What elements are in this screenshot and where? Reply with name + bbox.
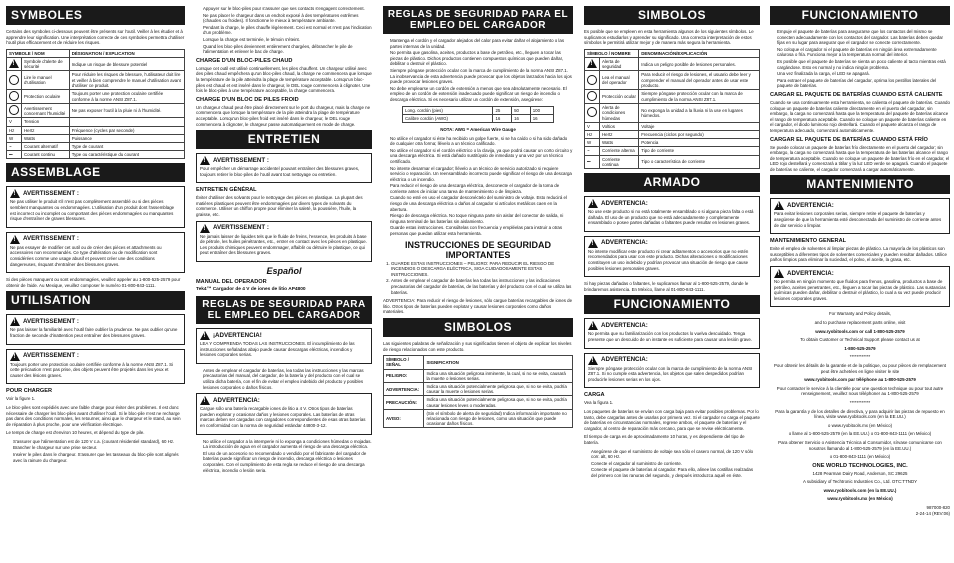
eye-protection-icon bbox=[587, 91, 597, 101]
table-row: ~ Courant alternatif Type de courant bbox=[7, 143, 185, 151]
section-header-simbolos: SIMBOLOS bbox=[383, 318, 573, 337]
symbol-table-es: SÍMBOLO / NOMBRE DENOMINACIÓN/EXPLICACIÓN ! Alerta de seguridad Indica un peligro posible de lesiones personales. Lea el manual del operador Para reducir el riesgo de lesiones, el usuario debe leer y comprender el manual del operador antes de usar este producto. Protección ocular Siempre póngase protección ocular con la marca de cumplimiento de la norma ANSI Z87.1. Alerta de condiciones húmedas No exponga la unidad a la lluvia ni la use en lugares húmedos. V Voltios Voltaje Hz Hertz Frecuencia (ciclos por segundo) W Watts Potencia ~ Corriente alterna Tipo de corriente ⎓ Corriente continua Tipo o característica de corriente bbox=[584, 49, 760, 169]
warning-box: ! ADVERTENCIA: No use este producto si no está totalmente ensamblado o si alguna pieza falta o está dañada. El uso de un producto que no está adecuadamente y completamente ensamblado o posee partes dañadas o faltantes puede resultar en lesiones graves. bbox=[584, 196, 760, 232]
table-row: Protection oculaire Toujours porter une protection oculaire certifiée conforme à la norme ANSI Z87.1. bbox=[7, 90, 185, 104]
table-row: ADVERTENCIA: Indica una situación potencialmente peligrosa que, si no se evita, podría causar la muerte o lesiones serias. bbox=[384, 382, 573, 395]
direct-current-icon: ⎓ bbox=[587, 159, 591, 165]
warning-box: ! AVERTISSEMENT : Ne pas utiliser le produit s'il n'est pas complètement assemblé ou si des pièces semblent manquantes ou endommagées. L'utilisation d'un produit dont l'assemblage est incorrect ou incomplet ou comportant des pièces endommagées ou manquantes risque d'entraîner de graves blessures. bbox=[6, 186, 185, 227]
warning-box: ! AVERTISSEMENT : Pour empêcher un démarrage accidentel pouvant entraîner des blessures graves, toujours retirer le bloc-piles de l'outil avant tout nettoyage ou entretien. bbox=[196, 153, 372, 183]
table-row: Alerta de condiciones húmedas No exponga la unidad a la lluvia ni la use en lugares húmedos. bbox=[585, 104, 760, 123]
company-name: ONE WORLD TECHNOLOGIES, INC. bbox=[812, 462, 908, 469]
warning-box: ! ADVERTENCIA: Para evitar lesiones corporales serias, siempre retire el paquete de baterías y asegúrese de que la herramienta esté desconectada del suministro de corriente antes de dar servicio o limpiar. bbox=[770, 198, 950, 234]
warning-icon bbox=[588, 356, 598, 365]
column-reglas-es: REGLAS DE SEGURIDAD PARA EL EMPLEO DEL CARGADOR • Mantenga el cordón y el cargador alejados del calor para evitar dañar el alojamiento o las partes internas de la unidad. • No permita que gasolina, aceites, productos a base de petróleo, etc., lleguen a tocar las piezas de plástico. Dichos productos contienen compuestos químicos que pueden dañar, debilitar o destruir el plástico. • Siempre póngase protección ocular con la marca de cumplimiento de la norma ANSI Z87.1. La inobservancia de esta advertencia puede provocar que los objetos lanzados hacia los ojos puede provocar lesiones graves. • No debe emplearse un cordón de extensión a menos que sea absolutamente necesario. El empleo de un cordón de extensión inadecuado puede significar un riesgo de incendio o descarga eléctrica. Si es necesario utilizar un cordón de extensión, asegúrese: Long. cordón (pies) 25 50 100 Calibre cordón (AWG) 16 16 16 NOTA: AWG = American Wire Gauge • No utilice el cargador si éste ha recibido un golpe fuerte, si se ha caído o si ha sido dañado de cualquier otra forma; llévelo a un técnico calificado. • No utilice el cargador si el cordón eléctrico o la clavija, ya que podrá causar un corto circuito y una descarga eléctrica. Si está dañado sustitúyalo de inmediato y una vez por un técnico certificado. • No intente desarmar el cargador; llévelo a un técnico de servicio autorizado si requiere servicio o reparación. Un reensamblado incorrecto puede significar el riesgo de una descarga eléctrica o un incendio. • Para reducir el riesgo de una descarga eléctrica, desconecte el cargador de la toma de corriente antes de iniciar una tarea de mantenimiento o de limpieza. • Cuando no esté en uso el cargador desconéctelo del suministro de voltaje. Esto reducirá el riesgo de una descarga eléctrica o daños al cargador si artículos metálicos caen en la abertura. • Riesgo de descarga eléctrica. No toque ninguna parte sin aislar del conector de salida, ni ninguna terminal de las baterías sin aislamiento. • Guarde estas instrucciones. Consúltelas con frecuencia y empléelas para instruir a otras personas que puedan utilizar esta herramienta. INSTRUCCIONES DE SEGURIDAD IMPORTANTES 1. GUARDE ESTAS INSTRUCCIONES – PELIGRO: PARA REDUCIR EL RIESGO DE INCENDIOS O DESCARGA ELÉCTRICA, SIGA CUIDADOSAMENTE ESTAS INSTRUCCIONES. 2. Antes de emplear el cargador de baterías lea todas las instrucciones y las indicaciones precautorias del cargador de baterías, de las baterías y del producto con el cual se utiliza las baterías. ADVERTENCIA: Para reducir el riesgo de lesiones, sólo cargue baterías recargables de iones de litio. Otros tipos de baterías pueden explotar y causar lesiones corporales como daños materiales. SIMBOLOS Las siguientes palabras de señalización y sus significados tienen el objeto de explicar los niveles de riesgo relacionados con este producto. SÍMBOLO / SEÑAL SIGNIFICATION PELIGRO: Indica una situación peligrosa inminente, la cual, si no se evita, causará la muerte o lesiones serias. ADVERTENCIA: Indica una situación potencialmente peligrosa que, si no se evita, podría causar la muerte o lesiones serias. PRECAUCIÓN: Indica una situación potencialmente peligrosa que, si no se evita, podría causar lesiones leves o moderadas. AVISO: (Sin el símbolo de alerta de seguridad) Indica información importante no relacionada con riesgo de lesiones, como una situación que puede ocasionar daños físicos. bbox=[383, 6, 573, 559]
section-header-armado: ARMADO bbox=[584, 173, 760, 192]
warning-box: ! AVERTISSEMENT : Ne jamais laisser de liquides tels que le fluide de freins, l'essence, les produits à base de pétrole, les huiles pénétrantes, etc., entrer en contact avec les pièces en plastique. Les produits chimiques peuvent endommager, affaiblir ou détruire le plastique, ce qui peut entraîner des blessures graves. bbox=[196, 221, 372, 262]
warning-icon bbox=[588, 199, 598, 208]
table-row: Lea el manual del operador Para reducir el riesgo de lesiones, el usuario debe leer y comprender el manual del operador antes de usar este producto. bbox=[585, 71, 760, 90]
column-symboles-fr: SYMBOLES Certains des symboles ci-dessous peuvent être présents sur l'outil. Veiller à les étudier et à apprendre leur signification. Une interprétation correcte de ces symboles permettra d'utiliser l'outil plus efficacement et de réduire les risques. SYMBOLE / NOM DÉSIGNATION / EXPLICATION ! Symbole d'alerte de sécurité Indique un risque de blessure potentiel Lire le manuel d'utilisation Pour réduire les risques de blessure, l'utilisateur doit lire et veiller à bien comprendre le manuel d'utilisation avant d'utiliser ce produit. Protection oculaire Toujours porter une protection oculaire certifiée conforme à la norme ANSI Z87.1. Avertissement concernant l'humidité Ne pas exposer l'outil à la pluie ni à l'humidité. V Tension Hz Hertz Fréquence (cycles par seconde) W Watts Puissance ~ Courant alternatif Type de courant ⎓ Courant continu Type ou caractéristique du courant ASSEMBLAGE ! AVERTISSEMENT : Ne pas utiliser le produit s'il n'est pas complètement assemblé ou si des pièces semblent manquantes ou endommagées. L'utilisation d'un produit dont l'assemblage est incorrect ou incomplet ou comportant des pièces endommagées ou manquantes risque d'entraîner de graves blessures. ! AVERTISSEMENT : Ne pas essayer de modifier cet outil ou de créer des pièces et attachments ou accessoires non recommandés. Ce type d'altération ou de modification sont considérées comme une usage abusif et peuvent créer une des conditions dangereuses, risquant d'entraîner des blessures graves. Si des pièces manquent ou sont endommagées, veuillez appeler au 1-800-525-2579 pour obtenir de l'aide. Au Mexique, veuillez composer le numéro 01-800-843-1111. UTILISATION ! AVERTISSEMENT : Ne pas laisser la familiarité avec l'outil faire oublier la prudence. Ne pas oublier qu'une fraction de seconde d'inattention peut entraîner des blessures graves. ! AVERTISSEMENT : Toujours porter une protection oculaire certifiée conforme à la norme ANSI Z87.1. Si cette précaution n'est pas prise, des objets peuvent être projetés dans les yeux et causer des lésions graves. POUR CHARGER Voir la figure 1. Le bloc-piles sont expédiés avec une faible charge pour éviter des problèmes. Il est donc nécessaire de charger les bloc-piles avant d'utiliser l'outil. Si le bloc-pile n'est ne recharge pas dans des conditions normales, les retourner, ainsi que le chargeur et le stand, au sein de réparation à plus proche, pour une vérification électrique. Le temps de charge est d'environ 10 heures, et dépend du type de pile. • S'assurer que l'alimentation est de 120 V c.a. (courant résidentiel standard), 60 Hz. • Brancher le chargeur sur une prise secteur. • Insérer le piles dans le chargeur. S'assurer que les tasseaux du bloc-pile sont alignés avec la rainure du chargeur. bbox=[6, 6, 185, 559]
warning-icon bbox=[10, 235, 20, 244]
table-row: ⎓ Corriente continua Tipo o característica de corriente bbox=[585, 155, 760, 168]
warning-icon bbox=[10, 352, 20, 361]
table-row: V Tension bbox=[7, 118, 185, 126]
table-row: Protección ocular Siempre póngase protección ocular con la marca de cumplimiento de la norma ANSI Z87.1. bbox=[585, 90, 760, 104]
warning-icon bbox=[200, 156, 210, 165]
column-funcionamiento-es: FUNCIONAMIENTO • Empuje el paquete de baterías para asegurarse que los contactos del mismo se conecten adecuadamente con los contactos del cargador. Las baterías deben quedar fijas en su lugar para asegurar que el cargador se conecte correctamente. • No coloque el cargador ni el paquete de baterías en ningún área extremadamente calurosa o fría. Funciona mejor a la temperatura normal del interior. • Es posible que el paquete de baterías se sienta un poco caliente al tacto mientras está cargándose. Esto es normal y no indica ningún problema. • Una vez finalizada la carga, el LED se apagará. • Para extraer el paquete de baterías del cargador, oprima los pestillos laterales del paquete de baterías. CARGAR EL PAQUETE DE BATERÍAS CUANDO ESTÁ CALIENTE Cuando se usa continuamente esta herramienta, se calienta el paquete de baterías. Cuando coloque un paquete de baterías caliente directamente en el puerto del cargador, sin embargo, la carga no comenzará hasta que la temperatura del paquete de baterías alcance el rango de temperatura aceptable. Cuando se coloque un paquete de baterías caliente en el cargador, el diodo luminoso rojo destellará. Cuando el paquete alcanza el rango de temperatura adecuado, comenzará automáticamente. CARGAR EL PAQUETE DE BATERÍAS CUANDO ESTÁ FRÍO Se puede colocar un paquete de baterías frío directamente en el puerto del cargador; sin embargo, la carga no comenzará hasta que la temperatura de las baterías alcance el rango de temperatura aceptable. Cuando se coloque un paquete de baterías frío en el cargador, el LED rojo destellará y comenzará a titilar y la luz LED verde se apagará. Cuando el paquete de baterías se caliente, el cargador comenzará a cargar automáticamente. MANTENIMIENTO ! ADVERTENCIA: Para evitar lesiones corporales serias, siempre retire el paquete de baterías y asegúrese de que la herramienta esté desconectada del suministro de corriente antes de dar servicio o limpiar. MANTENIMIENTO GENERAL Evite el empleo de solventes al limpiar piezas de plástico. La mayoría de los plásticos son susceptibles a diferentes tipos de solventes comerciales y pueden resultar dañados. Utilice paños limpios para eliminar la suciedad, el polvo, el aceite, la grasa, etc. ! ADVERTENCIA: No permita en ningún momento que fluidos para frenos, gasolina, productos a base de petróleo, aceites penetrantes, etc., lleguen a tocar las piezas de plástico. Las sustancias químicas pueden dañar, debilitar o destruir el plástico, lo cual a su vez puede producir lesiones corporales graves. For Warranty and Policy details, and to purchase replacement parts online, visit www.ryobitools.com or call 1-800-525-2579 To obtain Customer or Technical Support please contact us at 1-800-525-2579 ************ Pour obtenir les détails de la garantie et de la politique, ou pour pièces de remplacement peut être achetées en ligne visiter le site www.ryobitools.com par téléphone au 1-800-525-2579 Pour contacter le service à la clientèle pour une question technique ou pour tout autre renseignement, veuillez nous téléphoner au 1-800-525-2579 ************ Para la garantía y de los detalles de directiva, y para adquirir las piezas de repuesto en línea, visite www.ryobitools.com (en la EE.UU.) o www.ryobitools.mx (en México) o llame al 1-800-525-2579 (en la EE.UU.) o 01-800-843-1111 (en México) Para obtener Servicio o Asistencia Técnica al Consumidor, sírvase comunicarse con nosotros llamando al 1-800-525-2579 (en la EE.UU.) o 01-800-843-1111 (en México) ONE WORLD TECHNOLOGIES, INC. 1428 Pearman Dairy Road, Anderson, SC 29625 A subsidiary of Techtronic Industries Co., Ltd. OTC:TTNDY www.ryobitools.com (en la EE.UU.) www.ryobitools.mx (en México) 987000-820 2-24-14 (REV:06) bbox=[770, 6, 950, 559]
alternating-current-icon: ~ bbox=[9, 144, 12, 150]
warning-icon bbox=[200, 331, 210, 340]
section-header-mantenimiento: MANTENIMIENTO bbox=[770, 175, 950, 194]
table-row: ! Symbole d'alerte de sécurité Indique un risque de blessure potentiel bbox=[7, 57, 185, 70]
table-row: Avertissement concernant l'humidité Ne pas exposer l'outil à la pluie ni à l'humidité. bbox=[7, 104, 185, 118]
extension-cord-table: Long. cordón (pies) 25 50 100 Calibre cordón (AWG) 16 16 16 bbox=[402, 106, 554, 123]
warning-box: ! ADVERTENCIA: Cargue sólo una batería recargable iones de litio a 4 V. Otros tipos de baterías pueden explotar y ocasionar daños y lesiones corporales. Las baterías de otras marcas deben ser cargadas con cargadores correspondientes de esas otras baterías en conformidad con la norma de seguridad estándar 44800-3-12. bbox=[196, 393, 372, 434]
wet-conditions-icon bbox=[587, 107, 597, 117]
section-header-utilisation: UTILISATION bbox=[6, 291, 185, 310]
warning-icon bbox=[200, 224, 210, 233]
warning-icon bbox=[588, 321, 598, 330]
read-manual-icon bbox=[587, 75, 597, 85]
document-code: 987000-820 2-24-14 (REV:06) bbox=[915, 505, 950, 516]
safety-rules-list: • Mantenga el cordón y el cargador alejados del calor para evitar dañar el alojamiento o las partes internas de la unidad. • No permita que gasolina, aceites, productos a base de petróleo, etc., lleguen a tocar las piezas de plástico. Dichos productos contienen compuestos químicos que pueden dañar, debilitar o destruir el plástico. • Siempre póngase protección ocular con la marca de cumplimiento de la norma ANSI Z87.1. La inobservancia de esta advertencia puede provocar que los objetos lanzados hacia los ojos puede provocar lesiones graves. • No debe emplearse un cordón de extensión a menos que sea absolutamente necesario. El empleo de un cordón de extensión inadecuado puede significar un riesgo de incendio o descarga eléctrica. Si es necesario utilizar un cordón de extensión, asegúrese: bbox=[383, 38, 573, 103]
warning-box: ! AVERTISSEMENT : Ne pas laisser la familiarité avec l'outil faire oublier la prudence. Ne pas oublier qu'une fraction de seconde d'inattention peut entraîner des blessures graves. bbox=[6, 314, 185, 344]
warning-box: ! ADVERTENCIA: No permita en ningún momento que fluidos para frenos, gasolina, productos a base de petróleo, aceites penetrantes, etc., lleguen a tocar las piezas de plástico. Las sustancias químicas pueden dañar, debilitar o destruir el plástico, lo cual a su vez puede producir lesiones corporales graves. bbox=[770, 266, 950, 307]
section-header-funcionamiento: FUNCIONAMIENTO bbox=[770, 6, 950, 25]
warning-box: ! ADVERTENCIA: No intente modificar este producto ni crear aditamentos o accesorios que no estén recomendados para usar con este producto. Dichas alteraciones o modificaciones constituyen un uso indebido y podrían provocar una situación de riesgo que cause posibles lesiones personales graves. bbox=[584, 236, 760, 277]
warning-icon bbox=[588, 239, 598, 248]
warning-icon bbox=[200, 396, 210, 405]
charger-steps: • S'assurer que l'alimentation est de 120 V c.a. (courant résidentiel standard), 60 Hz. • Brancher le chargeur sur une prise secteur. • Insérer le piles dans le chargeur. S'assurer que les tasseaux du bloc-pile sont alignés avec la rainure du chargeur. bbox=[6, 439, 185, 463]
section-header-reglas: REGLAS DE SEGURIDAD PARA EL EMPLEO DEL CARGADOR bbox=[196, 296, 372, 324]
direct-current-icon: ⎓ bbox=[9, 152, 13, 158]
column-simbolos-es: SIMBOLOS Es posible que se empleen en esta herramienta algunos de los siguientes símbolos. Le suplicamos estudiarlos y aprender su significado. Una correcta interpretación de estos símbolos le permitirá utilizar mejor y de manera más segura la herramienta. SÍMBOLO / NOMBRE DENOMINACIÓN/EXPLICACIÓN ! Alerta de seguridad Indica un peligro posible de lesiones personales. Lea el manual del operador Para reducir el riesgo de lesiones, el usuario debe leer y comprender el manual del operador antes de usar este producto. Protección ocular Siempre póngase protección ocular con la marca de cumplimiento de la norma ANSI Z87.1. Alerta de condiciones húmedas No exponga la unidad a la lluvia ni la use en lugares húmedos. V Voltios Voltaje Hz Hertz Frecuencia (ciclos por segundo) W Watts Potencia ~ Corriente alterna Tipo de corriente ⎓ Corriente continua Tipo o característica de corriente ARMADO ! ADVERTENCIA: No use este producto si no está totalmente ensamblado o si alguna pieza falta o está dañada. El uso de un producto que no está adecuadamente y completamente ensamblado o posee partes dañadas o faltantes puede resultar en lesiones graves. ! ADVERTENCIA: No intente modificar este producto ni crear aditamentos o accesorios que no estén recomendados para usar con este producto. Dichas alteraciones o modificaciones constituyen un uso indebido y podrían provocar una situación de riesgo que cause posibles lesiones personales graves. Si hay piezas dañadas o faltantes, le suplicamos llamar al 1-800-525-2579, donde le brindaremos asistencia. En México, llame al 01-800-843-1111. FUNCIONAMIENTO ! ADVERTENCIA: No permita que su familiarización con los productos lo vuelva descuidado. Tenga presente que un descuido de un instante es suficiente para causar una lesión grave. ! ADVERTENCIA: Siempre póngase protección ocular con la marca de cumplimiento de la norma ANSI Z87.1. Si no cumple esta advertencia, los objetos que salen despedidos podrían producirle lesiones serias en los ojos. CARGA Vea la figura 1. Los paquetes de baterías se envían con carga baja para evitar posibles problemas. Por lo tanto, debe cargarlas antes de usarlas por primera vez. Si el cargador no carga el paquete de baterías en circunstancias normales, regrese ambos, el paquete de baterías y el cargador, al centro de reparación más cercano, para que se revise eléctricamente. El tiempo de carga es de aproximadamente 10 horas, y es dependiente del tipo de batería. • Asegúrese de que el suministro de voltaje sea sólo el casero normal, de 120 V sólo corr. alt, 60 Hz. • Conecte el cargador al suministro de corriente. • Conecte el paquete de baterías al cargador. Para ello, alinee las costillas realzadas del primero con las ranuras del segundo, y después introduzca aquél en éste. bbox=[584, 6, 760, 559]
charging-notes: • Appuyer sur le bloc-piles pour s'assurer que ses contacts s'engagent correctement. • Ne pas placer le chargeur dans un endroit exposé à des températures extrêmes (chaudes ou froides). Il fonctionne le mieux à température ambiante. • Pendant la charge, le piles chauffe légèrement. Ceci est normal et n'est pas l'indication d'un problème. • Lorsque la charge est terminée, le témoin s'éteint. • Quand les bloc-piles deviennent entièrement chargées, débrancher le pile de l'alimentation et enlever le bac de charge. bbox=[196, 6, 372, 55]
section-header-symboles: SYMBOLES bbox=[6, 6, 185, 25]
table-row: ! Alerta de seguridad Indica un peligro posible de lesiones personales. bbox=[585, 57, 760, 70]
section-header-simbolos: SIMBOLOS bbox=[584, 6, 760, 25]
warranty-contact-block: For Warranty and Policy details, and to purchase replacement parts online, visit www.ryobitools.com or call 1-800-525-2579 To obtain Customer or Technical Support please contact us at 1-800-525-2579 ************ Pour obtenir les détails de la garantie et de la politique, ou pour pièces de remplacement peut être achetées en ligne visiter le site www.ryobitools.com par téléphone au 1-800-525-2579 Pour contacter le service à la clientèle pour une question technique ou pour tout autre renseignement, veuillez nous téléphoner au 1-800-525-2579 ************ Para la garantía y de los detalles de directiva, y para adquirir las piezas de repuesto en línea, visite www.ryobitools.com (en la EE.UU.) o www.ryobitools.mx (en México) o llame al 1-800-525-2579 (en la EE.UU.) o 01-800-843-1111 (en México) Para obtener Servicio o Asistencia Técnica al Consumidor, sírvase comunicarse con nosotros llamando al 1-800-525-2579 (en la EE.UU.) o 01-800-843-1111 (en México) bbox=[773, 311, 947, 460]
warning-icon bbox=[774, 269, 784, 278]
alternating-current-icon: ~ bbox=[587, 148, 590, 154]
section-header-funcionamiento: FUNCIONAMIENTO bbox=[584, 295, 760, 314]
missing-parts-note: Si des pièces manquent ou sont endommagées, veuillez appeler au 1-800-525-2579 pour obtenir de l'aide. Au Mexique, veuillez composer le numéro 01-800-843-1111. bbox=[6, 277, 181, 288]
section-header-reglas: REGLAS DE SEGURIDAD PARA EL EMPLEO DEL CARGADOR bbox=[383, 6, 573, 34]
table-row: V Voltios Voltaje bbox=[585, 122, 760, 130]
warning-box: ! AVERTISSEMENT : Toujours porter une protection oculaire certifiée conforme à la norme ANSI Z87.1. Si cette précaution n'est pas prise, des objets peuvent être projetés dans les yeux et causer des lésions graves. bbox=[6, 349, 185, 385]
warning-icon bbox=[10, 317, 20, 326]
section-header-entretien: ENTRETIEN bbox=[196, 130, 372, 149]
read-manual-icon bbox=[9, 75, 19, 85]
safety-alert-icon bbox=[587, 59, 597, 68]
table-row: Lire le manuel d'utilisation Pour réduire les risques de blessure, l'utilisateur doit lire et veiller à bien comprendre le manuel d'utilisation avant d'utiliser ce produit. bbox=[7, 71, 185, 90]
warning-box: ! ADVERTENCIA: No permita que su familiarización con los productos lo vuelva descuidado. Tenga presente que un descuido de un instante es suficiente para causar una lesión grave. bbox=[584, 318, 760, 348]
manual-title: MANUAL DEL OPERADOR bbox=[196, 279, 267, 286]
sym-header-desc: DÉSIGNATION / EXPLICATION bbox=[69, 49, 184, 57]
warning-icon bbox=[10, 189, 20, 198]
table-row: W Watts Puissance bbox=[7, 134, 185, 142]
section-header-assemblage: ASSEMBLAGE bbox=[6, 163, 185, 182]
table-row: AVISO: (Sin el símbolo de alerta de seguridad) Indica información importante no relacionada con riesgo de lesiones, como una situación que puede ocasionar daños físicos. bbox=[384, 409, 573, 428]
warning-icon bbox=[774, 201, 784, 210]
warning-box: ! AVERTISSEMENT : Ne pas essayer de modifier cet outil ou de créer des pièces et attachments ou accessoires non recommandés. Ce type d'altération ou de modification sont considérées comme une usage abusif et peuvent créer une des conditions dangereuses, risquant d'entraîner des blessures graves. bbox=[6, 232, 185, 273]
warning-box: ! ¡ADVERTENCIA! LEA Y COMPRENDA TODAS LAS INSTRUCCIONES. El incumplimiento de las instrucciones señaladas abajo puede causar descargas eléctricas, incendios y lesiones corporales serias. bbox=[196, 328, 372, 364]
eye-protection-icon bbox=[9, 91, 19, 101]
safety-alert-icon bbox=[9, 59, 19, 68]
table-row: ~ Corriente alterna Tipo de corriente bbox=[585, 147, 760, 155]
table-row: PRECAUCIÓN: Indica una situación potencialmente peligrosa que, si no se evita, podría causar lesiones leves o moderadas. bbox=[384, 396, 573, 409]
manual-subtitle: Tek4™ Cargador de 4 V de iones de litio AP4800 bbox=[196, 287, 306, 293]
table-row: W Watts Potencia bbox=[585, 139, 760, 147]
important-instructions-title: INSTRUCCIONES DE SEGURIDAD IMPORTANTES bbox=[404, 239, 551, 260]
symboles-intro: Certains des symboles ci-dessous peuvent être présents sur l'outil. Veiller à les étudier et à apprendre leur signification. Une interprétation correcte de ces symboles permettra d'utiliser l'outil plus efficacement et de réduire les risques. bbox=[6, 29, 185, 46]
wet-conditions-icon bbox=[9, 105, 19, 115]
signal-words-table: SÍMBOLO / SEÑAL SIGNIFICATION PELIGRO: Indica una situación peligrosa inminente, la cual, si no se evita, causará la muerte o lesiones serias. ADVERTENCIA: Indica una situación potencialmente peligrosa que, si no se evita, podría causar la muerte o lesiones serias. PRECAUCIÓN: Indica una situación potencialmente peligrosa que, si no se evita, podría causar lesiones leves o moderadas. AVISO: (Sin el símbolo de alerta de seguridad) Indica información importante no relacionada con riesgo de lesiones, como una situación que puede ocasionar daños físicos. bbox=[383, 355, 573, 428]
charger-heading: POUR CHARGER bbox=[6, 388, 52, 395]
sym-header-name: SYMBOLE / NOM bbox=[7, 49, 70, 57]
language-label: Español bbox=[266, 266, 302, 277]
warning-box: ! ADVERTENCIA: Siempre póngase protección ocular con la marca de cumplimiento de la norma ANSI Z87.1. Si no cumple esta advertencia, los objetos que salen despedidos podrían producirle lesiones serias en los ojos. bbox=[584, 353, 760, 389]
table-row: Hz Hertz Fréquence (cycles par seconde) bbox=[7, 126, 185, 134]
symbol-table-fr bbox=[6, 49, 185, 160]
company-address: 1428 Pearman Dairy Road, Anderson, SC 29625 A subsidiary of Techtronic Industries Co., Ltd. OTC:TTNDY www.ryobitools.com (en la EE.UU.) www.ryobitools.mx (en México) bbox=[802, 470, 918, 502]
table-row: ⎓ Courant continu Type ou caractéristique du courant bbox=[7, 151, 185, 159]
column-utilisation-fr: • Appuyer sur le bloc-piles pour s'assurer que ses contacts s'engagent correctement. • Ne pas placer le chargeur dans un endroit exposé à des températures extrêmes (chaudes ou froides). Il fonctionne le mieux à température ambiante. • Pendant la charge, le piles chauffe légèrement. Ceci est normal et n'est pas l'indication d'un problème. • Lorsque la charge est terminée, le témoin s'éteint. • Quand les bloc-piles deviennent entièrement chargées, débrancher le pile de l'alimentation et enlever le bac de charge. CHARGE D'UN BLOC-PILES CHAUD Lorsque cet outil est utilisé continuellement, les piles chauffent. Un chargeur utilisé avec des piles chaud empêchera qu'un bloc-piles chaud, la charge ne commencera que lorsque la température de la pile atteindra la plage de température acceptable. Lorsqu'un bloc-piles est chaud et est inséré dans le chargeur, le DEL rouge commencera à clignoter. Une fois le bloc-piles à une température acceptable, la charge commencera. CHARGE D'UN BLOC DE PILES FROID Un chargeur chaud peut être placé directement sur le port du chargeur, mais la charge ne commencera que lorsque la température de la pile atteindra la plage de température acceptable. Lorsqu'un bloc-piles froid est inséré dans le chargeur, le DEL rouge commencera à clignoter, le chargeur passe automatiquement en mode de charge. ENTRETIEN ! AVERTISSEMENT : Pour empêcher un démarrage accidentel pouvant entraîner des blessures graves, toujours retirer le bloc-piles de l'outil avant tout nettoyage ou entretien. ENTRETIEN GÉNÉRAL Éviter d'utiliser des solvants pour le nettoyage des pièces en plastique. La plupart des matières plastiques peuvent être endommagées par divers types de solvants du commerce. Utiliser un chiffon propre pour éliminer la saleté, la poussière, l'huile, la graisse, etc. ! AVERTISSEMENT : Ne jamais laisser de liquides tels que le fluide de freins, l'essence, les produits à base de pétrole, les huiles pénétrantes, etc., entrer en contact avec les pièces en plastique. Les produits chimiques peuvent endommager, affaiblir ou détruire le plastique, ce qui peut entraîner des blessures graves. Español MANUAL DEL OPERADOR Tek4™ Cargador de 4 V de iones de litio AP4800 REGLAS DE SEGURIDAD PARA EL EMPLEO DEL CARGADOR ! ¡ADVERTENCIA! LEA Y COMPRENDA TODAS LAS INSTRUCCIONES. El incumplimiento de las instrucciones señaladas abajo puede causar descargas eléctricas, incendios y lesiones corporales serias. • Antes de emplear el cargador de baterías, lea todas las instrucciones y las marcas precautorias del manual, del cargador, de la batería y del producto con el cual se utiliza dicha batería, con el fin de evitar el empleo indebido del producto y posibles lesiones corporales o daños físicos. ! ADVERTENCIA: Cargue sólo una batería recargable iones de litio a 4 V. Otros tipos de baterías pueden explotar y ocasionar daños y lesiones corporales. Las baterías de otras marcas deben ser cargadas con cargadores correspondientes de esas otras baterías en conformidad con la norma de seguridad estándar 44800-3-12. • No utilice el cargador a la intemperie ni lo exponga a condiciones húmedas o mojadas. La introducción de agua en el cargador aumenta el riesgo de una descarga eléctrica. • El uso de un accesorio no recomendado o vendido por el fabricante del cargador de baterías puede significar un riesgo de incendio, descarga eléctrica o lesiones corporales. Con el cumplimiento de esta regla se reduce el riesgo de una descarga eléctrica, incendio o lesión seria. bbox=[196, 6, 372, 559]
table-row: PELIGRO: Indica una situación peligrosa inminente, la cual, si no se evita, causará la muerte o lesiones serias. bbox=[384, 369, 573, 382]
table-row: Hz Hertz Frecuencia (ciclos por segundo) bbox=[585, 131, 760, 139]
